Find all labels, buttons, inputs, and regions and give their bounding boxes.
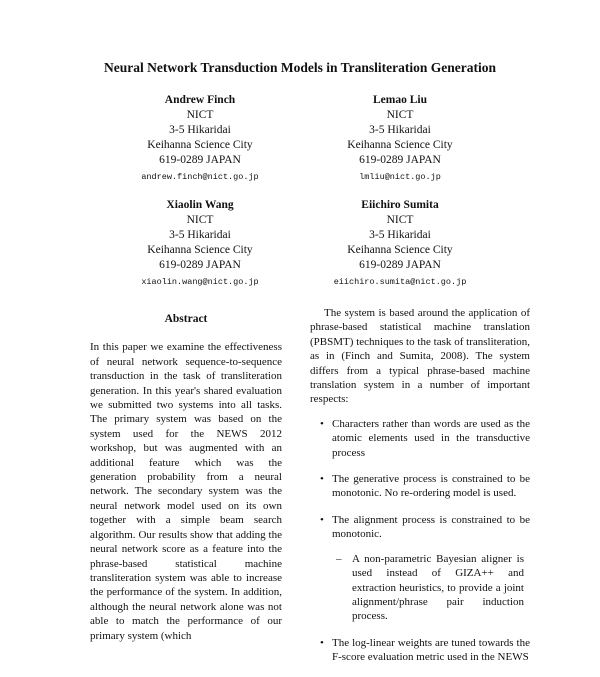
author-affiliation: NICT	[186, 214, 214, 226]
author-email: eiichiro.sumita@nict.go.jp	[333, 277, 467, 287]
bullet-icon: •	[320, 636, 324, 649]
author-block	[100, 93, 300, 185]
author-address: Keihanna Science City	[147, 139, 253, 151]
author-name: Xiaolin Wang	[166, 199, 234, 211]
sub-list-item	[332, 552, 530, 624]
author-affiliation: NICT	[386, 214, 414, 226]
sub-list	[332, 552, 530, 624]
author-block	[100, 198, 300, 290]
bullet-icon: •	[320, 417, 324, 430]
body-section	[310, 306, 530, 677]
dash-icon: –	[336, 552, 342, 565]
author-name: Andrew Finch	[164, 94, 236, 106]
list-item	[310, 513, 530, 624]
author-address: Keihanna Science City	[347, 244, 453, 256]
author-address: 3-5 Hikaridai	[169, 124, 231, 136]
author-email: lmliu@nict.go.jp	[359, 172, 441, 182]
intro-paragraph: The system is based around the application of phrase-based statistical machine translation (PBSMT) techniques to the task of transliteration, as in (Finch and Sumita, 2008). The system differs from a typical phrase-based machine translation system in a number of important respects:	[310, 307, 530, 406]
author-email: andrew.finch@nict.go.jp	[141, 172, 259, 182]
list-item	[310, 417, 530, 460]
list-item	[310, 636, 530, 665]
list-item-text: The log-linear weights are tuned towards the F-score evaluation metric used in the NEWS	[332, 636, 530, 664]
author-address: 619-0289 JAPAN	[359, 259, 441, 271]
author-affiliation: NICT	[386, 109, 414, 121]
author-address: 619-0289 JAPAN	[159, 154, 241, 166]
feature-list	[310, 417, 530, 665]
abstract-heading: Abstract	[164, 313, 208, 325]
abstract-text: In this paper we examine the effectiveness of neural network sequence-to-sequence transduction in the task of transliteration generation. In this year's shared evaluation we submitted two systems into all tasks. The primary system was based on the system used for the NEWS 2012 workshop, but was augmented with an additional feature which was the generation probability from a neural network. The secondary system was the neural network model used on its own together with a simple beam search algorithm. Our results show that adding the neural network score as a feature into the phrase-based statistical machine transliteration system was able to increase the performance of the system. In addition, although the neural network alone was not able to match the performance of our primary system (which	[90, 341, 282, 642]
author-block	[300, 93, 500, 185]
author-name: Eiichiro Sumita	[361, 199, 439, 211]
author-address: 619-0289 JAPAN	[359, 154, 441, 166]
author-address: 3-5 Hikaridai	[369, 124, 431, 136]
author-address: 3-5 Hikaridai	[369, 229, 431, 241]
list-item-text: Characters rather than words are used as the atomic elements used in the transductive process	[332, 417, 530, 459]
author-affiliation: NICT	[186, 109, 214, 121]
list-item	[310, 472, 530, 501]
author-address: 619-0289 JAPAN	[159, 259, 241, 271]
paper-title: Neural Network Transduction Models in Transliteration Generation	[104, 60, 496, 75]
abstract-section	[90, 312, 282, 643]
list-item-text: The generative process is constrained to be monotonic. No re-ordering model is used.	[332, 473, 530, 500]
author-name: Lemao Liu	[373, 94, 427, 106]
author-block	[300, 198, 500, 290]
author-address: Keihanna Science City	[347, 139, 453, 151]
author-address: 3-5 Hikaridai	[169, 229, 231, 241]
bullet-icon: •	[320, 513, 324, 526]
author-email: xiaolin.wang@nict.go.jp	[141, 277, 259, 287]
bullet-icon: •	[320, 473, 324, 486]
author-address: Keihanna Science City	[147, 244, 253, 256]
list-item-text: The alignment process is constrained to be monotonic.	[332, 513, 530, 541]
sub-list-item-text: A non-parametric Bayesian aligner is used instead of GIZA++ and extraction heuristics, to provide a joint alignment/phrase pair induction process.	[352, 552, 524, 623]
